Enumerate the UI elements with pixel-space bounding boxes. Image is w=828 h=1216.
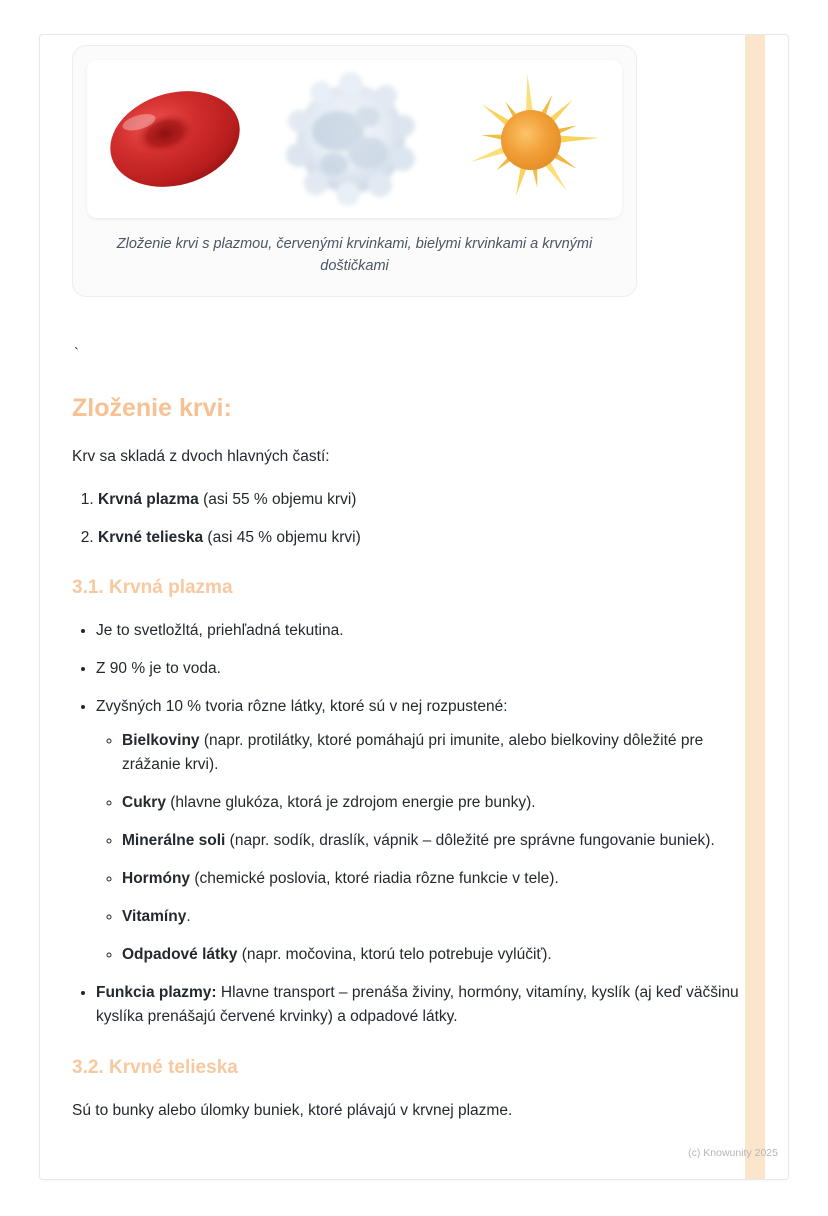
list-item-text: (asi 55 % objemu krvi) [198,490,357,508]
platelet-icon [453,70,608,208]
list-item [122,867,740,891]
list-item-term: Cukry [122,794,166,812]
list-item [98,526,740,549]
main-heading: Zloženie krvi: [72,393,232,422]
list-item-term: Krvná plazma [98,490,199,508]
list-item-text: (napr. protilátky, ktoré pomáhajú pri imunite, alebo bielkoviny dôležité pre zrážanie krvi). [122,732,704,774]
list-item-text: Hlavne transport – prenáša živiny, hormóny, vitamíny, kyslík (aj keď väčšinu kyslíka prenášajú červené krvinky) a odpadové látky. [96,984,739,1026]
list-item-text: (napr. močovina, ktorú telo potrebuje vylúčiť). [237,946,552,964]
accent-strip [745,35,765,1179]
viewport [0,34,828,1180]
document-page [39,34,789,1180]
dissolved-substances-list [96,729,740,967]
list-item-text: Zvyšných 10 % tvoria rôzne látky, ktoré sú v nej rozpustené: [96,698,508,716]
red-blood-cell-icon [101,75,249,203]
list-item [96,619,740,643]
list-item-text: (chemické poslovia, ktoré riadia rôzne funkcie v tele). [190,870,559,888]
list-item [122,905,740,929]
blood-figure-card [72,45,637,297]
list-item-text: (asi 45 % objemu krvi) [203,529,361,546]
list-item [122,829,740,853]
section-heading-plasma: 3.1. Krvná plazma [72,577,233,599]
list-item [96,981,740,1029]
telieska-paragraph: Sú to bunky alebo úlomky buniek, ktoré plávajú v krvnej plazme. [72,1102,513,1120]
document-content [72,45,740,1123]
footer-credit: (c) Knowunity 2025 [688,1146,778,1159]
list-item-term: Odpadové látky [122,946,238,964]
list-item [98,488,740,511]
list-item [122,729,740,777]
list-item-term: Bielkoviny [122,732,200,750]
list-item [122,791,740,815]
list-item-term: Funkcia plazmy: [96,984,217,1002]
list-item-term: Minerálne soli [122,832,226,850]
list-item-term: Hormóny [122,870,191,888]
list-item-text: Z 90 % je to voda. [96,660,221,678]
blood-components-list [72,488,740,550]
blood-cells-illustration [87,60,622,218]
list-item [96,657,740,681]
list-item [122,943,740,967]
figure-caption: Zloženie krvi s plazmou, červenými krvinkami, bielymi krvinkami a krvnými doštičkami [116,236,593,274]
intro-paragraph: Krv sa skladá z dvoch hlavných častí: [72,447,330,465]
section-heading-telieska: 3.2. Krvné telieska [72,1057,238,1079]
list-item-text: (hlavne glukóza, ktorá je zdrojom energie pre bunky). [165,794,536,812]
stray-backtick: ` [74,344,79,362]
list-item-text: Je to svetložltá, priehľadná tekutina. [96,622,344,640]
plasma-bullet-list [72,619,740,1029]
white-blood-cell-icon [276,69,426,209]
list-item-text: . [186,908,191,926]
list-item-term: Krvné telieska [98,529,204,546]
list-item-text: (napr. sodík, draslík, vápnik – dôležité pre správne fungovanie buniek). [225,832,715,850]
list-item [96,695,740,967]
list-item-term: Vitamíny [122,908,187,926]
